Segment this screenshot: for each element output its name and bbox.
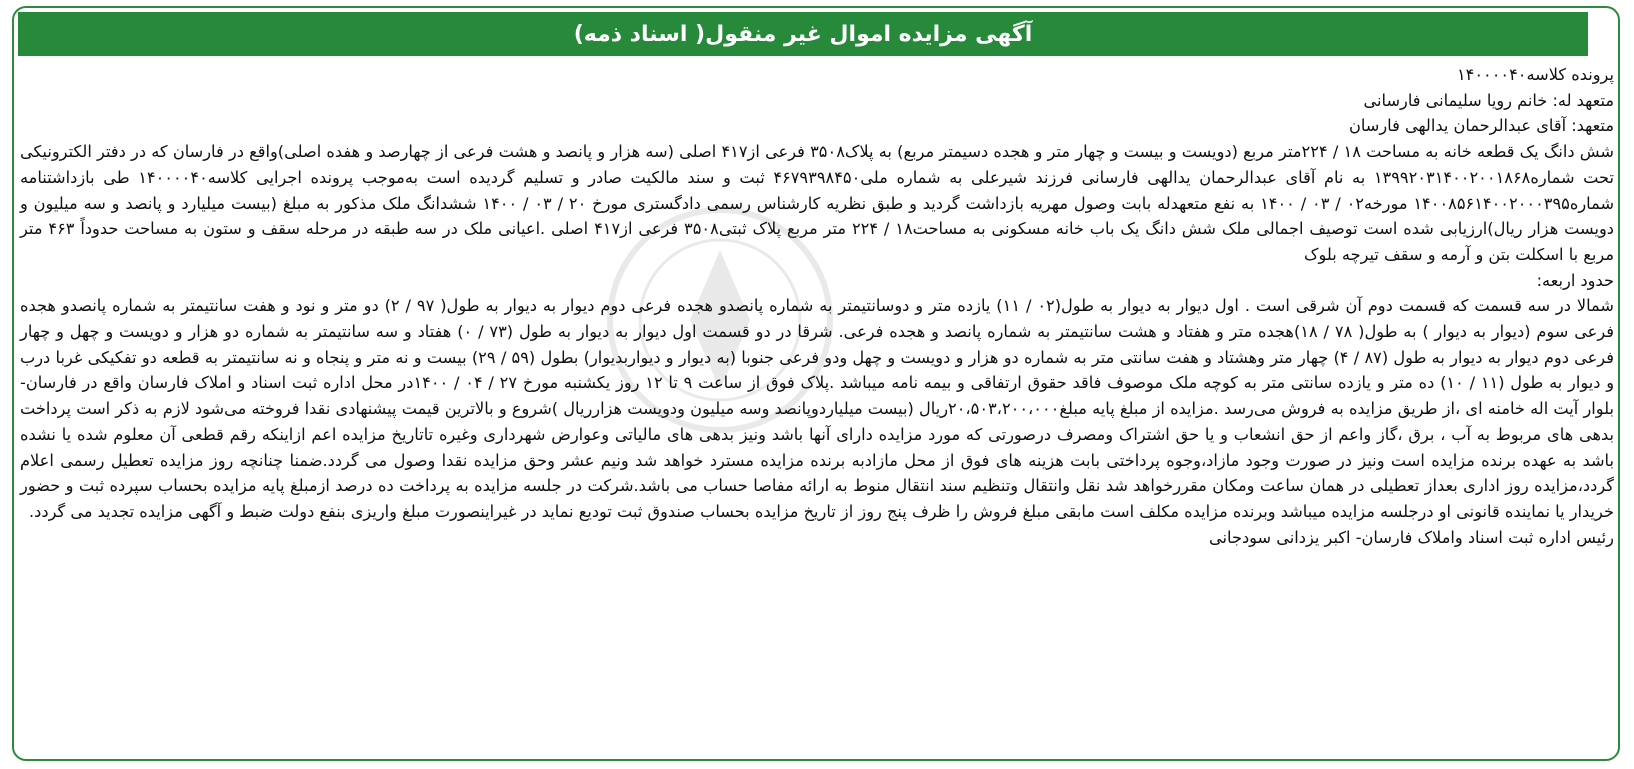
notice-title: آگهی مزایده اموال غیر منقول( اسناد ذمه)	[573, 21, 1033, 47]
signature-line: رئیس اداره ثبت اسناد واملاک فارسان- اکبر یزدانی سودجانی	[1209, 527, 1614, 547]
obligee-line: متعهد له: خانم رویا سلیمانی فارسانی	[1363, 90, 1614, 110]
boundaries-heading: حدود اربعه:	[1536, 270, 1614, 290]
notice-header	[18, 12, 1588, 56]
case-number-line: پرونده کلاسه۱۴۰۰۰۰۴۰	[1456, 65, 1614, 84]
boundaries-and-terms-paragraph: شمالا در سه قسمت که قسمت دوم آن شرقی است . اول دیوار به دیوار به طول(۰۲ / ۱۱) یازده متر و دوسانتیمتر به شماره پانصدو هجده فرعی دوم دیوار به دیوار به طول( ۹۷ / ۲) دو متر و نود و هفت سانتیمتر به شماره پانصدو هجده فرعی سوم (دیوار به دیوار ) به طول( ۷۸ / ۱۸)هجده متر و هفتاد و هشت سانتیمتر به شماره پانصد و هجده فرعی. شرقا در دو قسمت اول دیوار به دیوار به طول (۷۳ / ۰) هفتاد و سه سانتیمتر به شماره دو هزار و دویست و چهل و چهار فرعی دوم دیوار به دیوار به طول (۸۷ / ۴) چهار متر وهشتاد و هفت سانتی متر به شماره دو هزار و دویست و چهل ودو فرعی جنوبا (به دیوار و دیواربدیوار) بطول (۵۹ / ۲۹) بیست و نه متر و پنجاه و نه سانتیمتر به قطعه دو تفکیکی غربا درب و دیوار به طول (۱۱ / ۱۰) ده متر و یازده سانتی متر به کوچه ملک موصوف فاقد حقوق ارتفاقی و بیمه نامه میباشد .پلاک فوق از ساعت ۹ تا ۱۲ روز یکشنبه مورخ ۲۷ / ۰۴ / ۱۴۰۰در محل اداره ثبت اسناد و املاک فارسان واقع در فارسان- بلوار آیت اله خامنه ای ،از طریق مزایده به فروش می‌رسد .مزایده از مبلغ پایه مبلغ۲۰،۵۰۳،۲۰۰،۰۰۰ریال (بیست میلیاردوپانصد وسه میلیون ودویست هزارریال )شروع و بالاترین قیمت پیشنهادی نقدا فروخته می‌شود لازم به ذکر است پرداخت بدهی های مربوط به آب ، برق ،گاز واعم از حق انشعاب و یا حق اشتراک ومصرف درصورتی که مورد مزایده دارای آنها باشد ونیز بدهی های مالیاتی وعوارض شهرداری وغیره تاتاریخ مزایده اعم ازاینکه رقم قطعی آن معلوم شده یا نشده باشد به عهده برنده مزایده است ونیز در صورت وجود مازاد،وجوه پرداختی بابت هزینه های فوق از محل مازادبه برنده مزایده مسترد خواهد شد ونیم عشر وحق مزایده نقدا وصول می گردد.ضمنا چنانچه روز مزایده تعطیل رسمی اعلام گردد،مزایده روز اداری بعداز تعطیلی در همان ساعت ومکان مقررخواهد شد نقل وانتقال وتنظیم سند انتقال منوط به ارائه مفاصا حساب می باشد.شرکت در جلسه مزایده به پرداخت ده درصد ازمبلغ پایه مزایده بحساب سپرده ثبت و حضور خریدار یا نماینده قانونی او درجلسه مزایده میباشد وبرنده مزایده مکلف است مابقی مبلغ فروش را ظرف پنج روز از تاریخ مزایده بحساب صندوق ثبت تودیع نماید در غیراینصورت مبلغ واریزی بنفع دولت ضبط و آگهی مزایده تجدید می گردد.	[20, 296, 1615, 521]
notice-body	[20, 62, 1614, 757]
property-description-paragraph: شش دانگ یک قطعه خانه به مساحت ۱۸ / ۲۲۴متر مربع (دویست و بیست و چهار متر و هجده دسیمتر مربع) به پلاک۳۵۰۸ فرعی از۴۱۷ اصلی (سه هزار و پانصد و هشت فرعی از چهارصد و هفده اصلی)واقع در فارسان که در دفتر الکترونیکی تحت شماره۱۳۹۹۲۰۳۱۴۰۰۲۰۰۱۸۶۸ به نام آقای عبدالرحمان یدالهی فارسانی فرزند شیرعلی به شماره ملی۴۶۷۹۳۹۸۴۵۰ ثبت و سند مالکیت صادر و تسلیم گردیده است به‌موجب پرونده اجرایی کلاسه۱۴۰۰۰۰۴۰ طی بازداشتنامه شماره۱۴۰۰۸۵۶۱۴۰۰۲۰۰۰۳۹۵ مورخه۰۲ / ۰۳ / ۱۴۰۰ به نفع متعهدله بابت وصول مهریه بازداشت گردید و طبق نظریه کارشناس رسمی دادگستری مورخ ۲۰ / ۰۳ / ۱۴۰۰ ششدانگ ملک مذکور به مبلغ (بیست میلیارد و پانصد و سه میلیون و دویست هزار ریال)ارزیابی شده است توصیف اجمالی ملک شش دانگ یک باب خانه مسکونی به مساحت۱۸ / ۲۲۴ متر مربع پلاک ثبتی۳۵۰۸ فرعی از۴۱۷ اصلی .اعیانی ملک در سه طبقه در مرحله سقف و ستون به مساحت حدوداً ۴۶۳ متر مربع با اسکلت بتن و آرمه و سقف تیرچه بلوک	[20, 142, 1615, 264]
obligor-line: متعهد: آقای عبدالرحمان یدالهی فارسان	[1348, 116, 1614, 136]
